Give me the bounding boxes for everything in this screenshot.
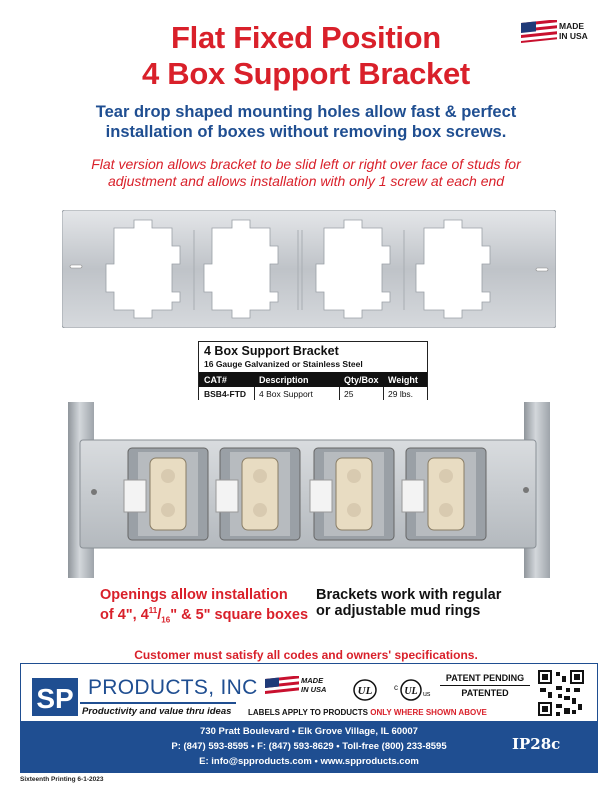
patent-status: PATENT PENDING PATENTED: [440, 673, 530, 699]
svg-text:us: us: [423, 691, 431, 698]
spec-table-subtitle: 16 Gauge Galvanized or Stainless Steel: [204, 359, 363, 369]
tagline: Tear drop shaped mounting holes allow fast & perfect installation of boxes without removing box screws.: [95, 103, 517, 141]
installation-photo: [68, 400, 550, 580]
svg-text:UL: UL: [357, 685, 373, 697]
flat-version-note: Flat version allows bracket to be slid left or right over face of studs for adjustment and allows installation with only 1 screw at each end: [91, 156, 521, 189]
address: 730 Pratt Boulevard • Elk Grove Village, IL 60007: [200, 726, 418, 737]
svg-text:SP: SP: [36, 683, 74, 714]
usa-flag-icon: [521, 20, 557, 44]
cul-us-listed-icon: [390, 678, 434, 702]
printing-note: Sixteenth Printing 6-1-2023: [20, 776, 104, 783]
ul-listed-icon: [350, 678, 380, 702]
openings-caption: Openings allow installation of 4", $4^{11}/_{16}$" & 5" square boxes: [100, 587, 309, 625]
svg-text:UL: UL: [404, 686, 418, 697]
logo-divider: [80, 702, 236, 704]
bracket-image: [62, 210, 556, 328]
company-name: PRODUCTS, INC: [88, 676, 258, 699]
codes-notice: Customer must satisfy all codes and owners' specifications.: [134, 648, 478, 662]
document-code: IP28c: [512, 735, 561, 753]
spec-table-title: 4 Box Support Bracket: [204, 344, 339, 358]
mud-rings-caption: Brackets work with regular or adjustable mud rings: [316, 587, 502, 619]
svg-text:c: c: [394, 683, 398, 692]
spec-table-header: CAT# Description Qty/Box Weight: [199, 372, 427, 387]
table-row: BSB4-FTD 4 Box Support 25 29 lbs.: [199, 387, 427, 413]
qr-code[interactable]: [538, 670, 584, 716]
phone-numbers: P: (847) 593-8595 • F: (847) 593-8629 • Toll-free (800) 233-8595: [171, 741, 447, 752]
company-slogan: Productivity and value thru ideas: [82, 706, 232, 717]
sp-logo: [32, 678, 78, 716]
title-line-2: 4 Box Support Bracket: [142, 56, 470, 91]
web-email[interactable]: E: info@spproducts.com • www.spproducts.com: [199, 756, 419, 767]
usa-flag-icon: [265, 676, 299, 698]
made-in-usa-text: MADE IN USA: [301, 676, 327, 694]
labels-notice: LABELS APPLY TO PRODUCTS ONLY WHERE SHOWN ABOVE: [248, 708, 487, 717]
made-in-usa-text: MADE IN USA: [559, 21, 588, 41]
title-line-1: Flat Fixed Position: [171, 20, 441, 55]
